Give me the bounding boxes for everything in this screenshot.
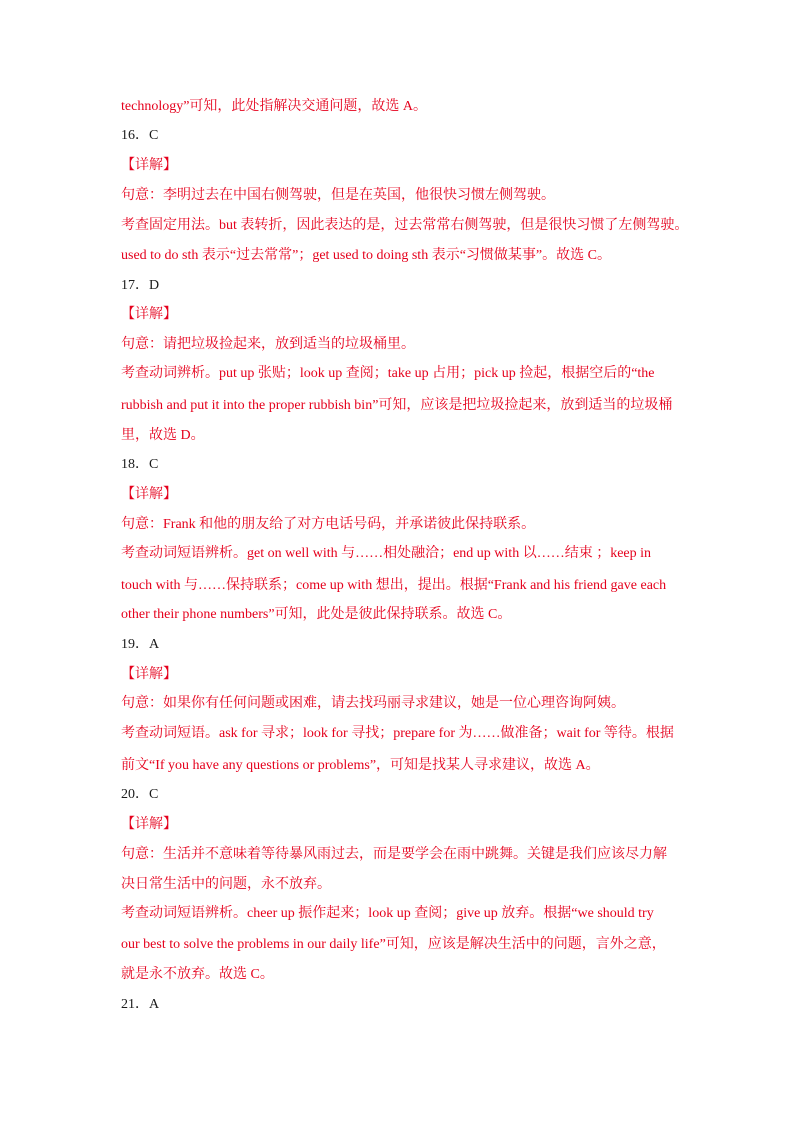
text-line: used to do sth 表示“过去常常”；get used to doing sth 表示“习惯做某事”。故选 C。 (121, 248, 611, 263)
answer-number: 20．C (121, 787, 159, 802)
text-line: 考查动词短语辨析。cheer up 振作起来；look up 查阅；give up 放弃。根据“we should try (121, 906, 654, 921)
text-line: other their phone numbers”可知，此处是彼此保持联系。故选 C。 (121, 607, 512, 622)
text-line: 句意：如果你有任何问题或困难，请去找玛丽寻求建议，她是一位心理咨询阿姨。 (121, 696, 625, 711)
text-line: 里，故选 D。 (121, 428, 205, 443)
text-line: 决日常生活中的问题，永不放弃。 (121, 877, 331, 892)
text-line: 句意：Frank 和他的朋友给了对方电话号码，并承诺彼此保持联系。 (121, 517, 536, 532)
explanation-heading: 【详解】 (121, 307, 177, 322)
text-line: 句意：请把垃圾捡起来，放到适当的垃圾桶里。 (121, 337, 415, 352)
text-line: 考查动词短语。ask for 寻求；look for 寻找；prepare for 为……做准备；wait for 等待。根据 (121, 726, 674, 741)
text-line: 句意：生活并不意味着等待暴风雨过去，而是要学会在雨中跳舞。关键是我们应该尽力解 (121, 847, 667, 862)
text-line: 考查动词辨析。put up 张贴；look up 查阅；take up 占用；pick up 捡起，根据空后的“the (121, 366, 655, 381)
text-line: technology”可知，此处指解决交通问题，故选 A。 (121, 99, 428, 114)
text-line: 考查固定用法。but 表转折，因此表达的是，过去常常右侧驾驶，但是很快习惯了左侧驾驶。 (121, 218, 689, 233)
answer-number: 17．D (121, 278, 160, 293)
text-line: touch with 与……保持联系；come up with 想出，提出。根据“Frank and his friend gave each (121, 578, 667, 593)
text-line: 考查动词短语辨析。get on well with 与……相处融洽；end up with 以……结束 ；keep in (121, 546, 652, 561)
explanation-heading: 【详解】 (121, 667, 177, 682)
answer-number: 19．A (121, 637, 160, 652)
answer-number: 21．A (121, 997, 160, 1012)
text-line: 就是永不放弃。故选 C。 (121, 967, 274, 982)
explanation-heading: 【详解】 (121, 487, 177, 502)
explanation-heading: 【详解】 (121, 817, 177, 832)
text-line: 句意：李明过去在中国右侧驾驶，但是在英国，他很快习惯左侧驾驶。 (121, 188, 555, 203)
text-line: our best to solve the problems in our daily life”可知，应该是解决生活中的问题，言外之意， (121, 937, 666, 952)
text-line: rubbish and put it into the proper rubbish bin”可知，应该是把垃圾捡起来，放到适当的垃圾桶 (121, 398, 673, 413)
answer-number: 16．C (121, 128, 159, 143)
explanation-heading: 【详解】 (121, 158, 177, 173)
answer-number: 18．C (121, 457, 159, 472)
text-line: 前文“If you have any questions or problems”，可知是找某人寻求建议，故选 A。 (121, 758, 600, 773)
